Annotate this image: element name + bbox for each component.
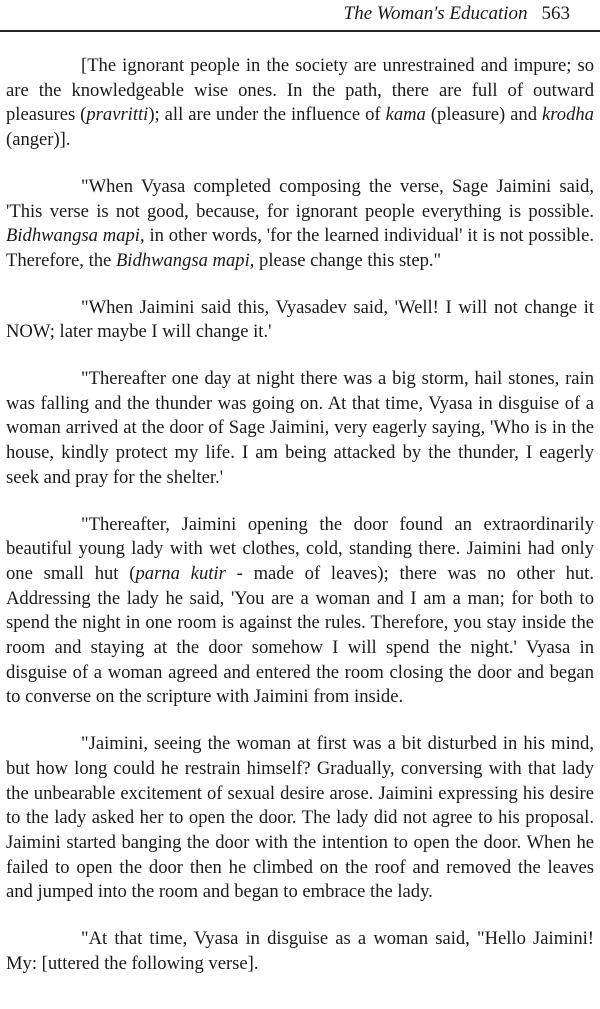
- text-run: "Thereafter one day at night there was a big storm, hail stones, rain was falling and the thunder was going on. At that time, Vyasa in disguise of a woman arrived at the door of Sage Jaimini, very eagerly saying, 'Who is in the house, kindly protect my life. I am being attacked by the thunder, I eagerly seek and pray for the shelter.': [6, 368, 594, 488]
- text-run: (pleasure) and: [425, 104, 542, 126]
- italic-term: Bidhwangsa mapi: [115, 249, 250, 271]
- text-run: "When Vyasa completed composing the verse, Sage Jaimini said, 'This verse is not good, because, for ignorant people everything is possible.: [6, 175, 594, 222]
- text-run: (anger)].: [6, 129, 71, 151]
- chapter-title: The Woman's Education: [343, 3, 528, 24]
- paragraph: [6, 296, 594, 345]
- running-header: [344, 2, 570, 26]
- text-run: "Thereafter, Jaimini opening the door found an extraordinarily beautiful young lady with wet clothes, cold, standing there. Jaimini had only one small hut (: [6, 513, 594, 584]
- body-text: [6, 54, 594, 977]
- italic-term: krodha: [541, 104, 594, 126]
- text-run: "Jaimini, seeing the woman at first was a bit disturbed in his mind, but how long could he restrain himself? Gradually, conversing with that lady the unbearable excitement of sexual desire arose. Jaimini expressing his desire to the lady asked her to open the door. The lady did not agree to his proposal. Jaimini started banging the door with the intention to open the door. When he failed to open the door then he climbed on the roof and removed the leaves and jumped into the room and began to embrace the lady.: [6, 733, 594, 903]
- header-rule: [0, 30, 600, 32]
- text-run: , in other words, 'for the learned individual' it is not possible. Therefore, the: [6, 225, 595, 271]
- text-run: "At that time, Vyasa in disguise as a woman said, "Hello Jaimini! My: [uttered the following verse].: [6, 928, 594, 974]
- text-run: ); all are under the influence of: [148, 104, 386, 126]
- paragraph: [6, 732, 594, 905]
- paragraph: [6, 927, 594, 976]
- paragraph: [6, 367, 594, 491]
- italic-term: pravritti: [86, 104, 149, 126]
- paragraph: [6, 54, 594, 153]
- italic-term: parna kutir: [135, 562, 226, 584]
- text-run: [The ignorant people in the society are unrestrained and impure; so are the knowledgeable wise ones. In the path, there are full of outward pleasures (: [6, 55, 594, 126]
- text-run: "When Jaimini said this, Vyasadev said, 'Well! I will not change it NOW; later maybe I will change it.': [6, 296, 594, 343]
- page-number: 563: [541, 3, 570, 24]
- paragraph: [6, 175, 594, 274]
- italic-term: Bidhwangsa mapi: [6, 225, 140, 247]
- italic-term: kama: [385, 104, 426, 126]
- text-run: , please change this step.": [249, 249, 442, 271]
- paragraph: [6, 513, 594, 711]
- text-run: - made of leaves); there was no other hut. Addressing the lady he said, 'You are a woman and I am a man; for both to spend the night in one room is against the rules. Therefore, you stay inside the room and staying at the door somehow I will spend the night.' Vyasa in disguise of a woman agreed and entered the room closing the door and began to converse on the scripture with Jaimini from inside.: [6, 562, 594, 708]
